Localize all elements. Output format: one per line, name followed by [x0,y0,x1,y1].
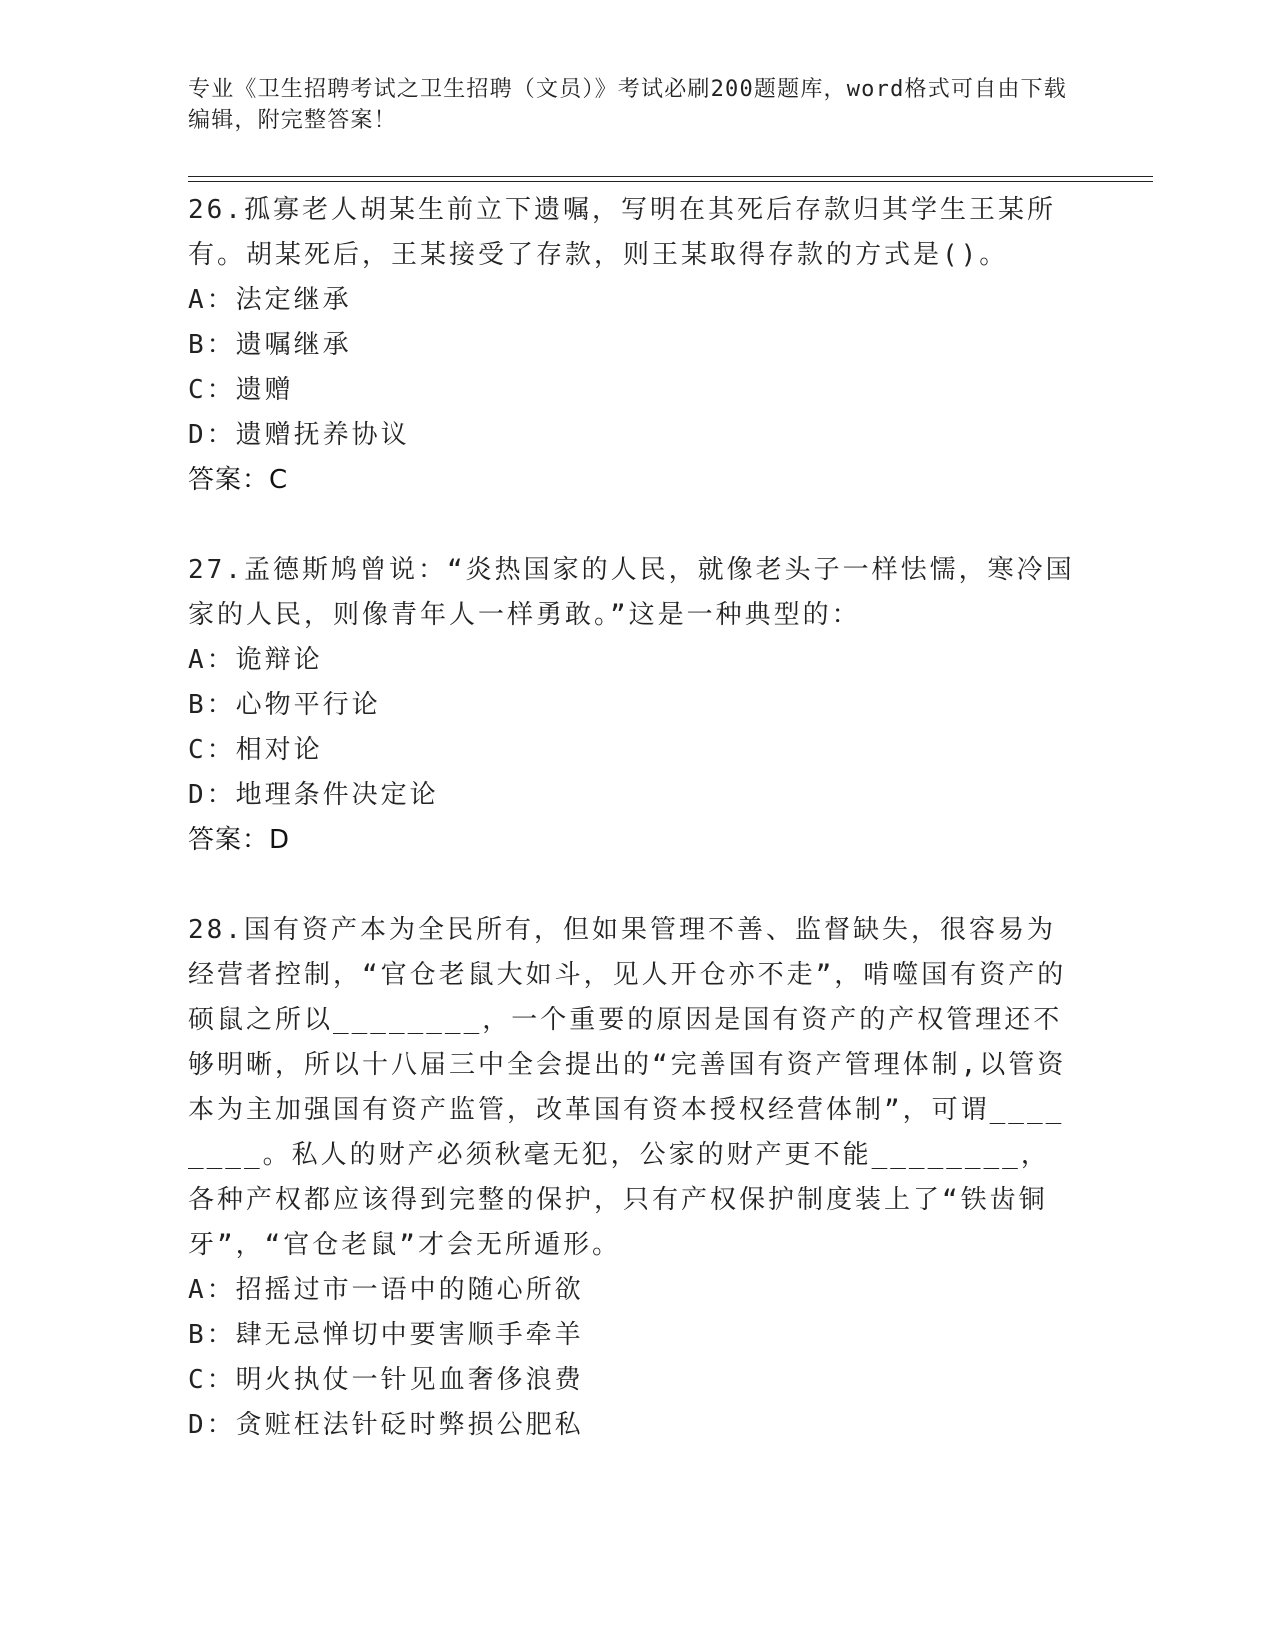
option-a: A：招摇过市一语中的随心所欲 [188,1275,584,1305]
option-d: D：地理条件决定论 [188,780,439,810]
option-a: A：诡辩论 [188,645,323,675]
question-list [188,188,1078,1448]
option-b: B：肆无忌惮切中要害顺手牵羊 [188,1320,584,1350]
answer: 答案：D [188,825,291,855]
question-stem: 26.孤寡老人胡某生前立下遗嘱，写明在其死后存款归其学生王某所有。胡某死后，王某接受了存款，则王某取得存款的方式是()。 [188,195,1056,270]
header-divider-top [188,176,1153,177]
question-27 [188,548,1078,863]
option-c: C：明火执仗一针见血奢侈浪费 [188,1365,584,1395]
question-28 [188,908,1078,1448]
header-divider-bottom [188,181,1153,182]
option-c: C：遗赠 [188,375,294,405]
option-b: B：遗嘱继承 [188,330,352,360]
question-spacer [188,863,1078,908]
question-spacer [188,503,1078,548]
option-a: A：法定继承 [188,285,352,315]
option-d: D：遗赠抚养协议 [188,420,410,450]
question-stem: 27.孟德斯鸠曾说：“炎热国家的人民，就像老头子一样怯懦，寒冷国家的人民，则像青年人一样勇敢。”这是一种典型的： [188,555,1075,630]
option-b: B：心物平行论 [188,690,381,720]
option-c: C：相对论 [188,735,323,765]
answer: 答案：C [188,465,289,495]
option-d: D：贪赃枉法针砭时弊损公肥私 [188,1410,584,1440]
page-header: 专业《卫生招聘考试之卫生招聘（文员）》考试必刷200题题库，word格式可自由下载编辑，附完整答案！ [188,77,1067,133]
question-26 [188,188,1078,503]
question-stem: 28.国有资产本为全民所有，但如果管理不善、监督缺失，很容易为经营者控制，“官仓老鼠大如斗，见人开仓亦不走”，啃噬国有资产的硕鼠之所以________，一个重要的原因是国有资产的产权管理还不够明晰，所以十八届三中全会提出的“完善国有资产管理体制,以管资本为主加强国有资产监管，改革国有资本授权经营体制”，可谓________。私人的财产必须秋毫无犯，公家的财产更不能________，各种产权都应该得到完整的保护，只有产权保护制度装上了“铁齿铜牙”，“官仓老鼠”才会无所遁形。 [188,915,1067,1260]
